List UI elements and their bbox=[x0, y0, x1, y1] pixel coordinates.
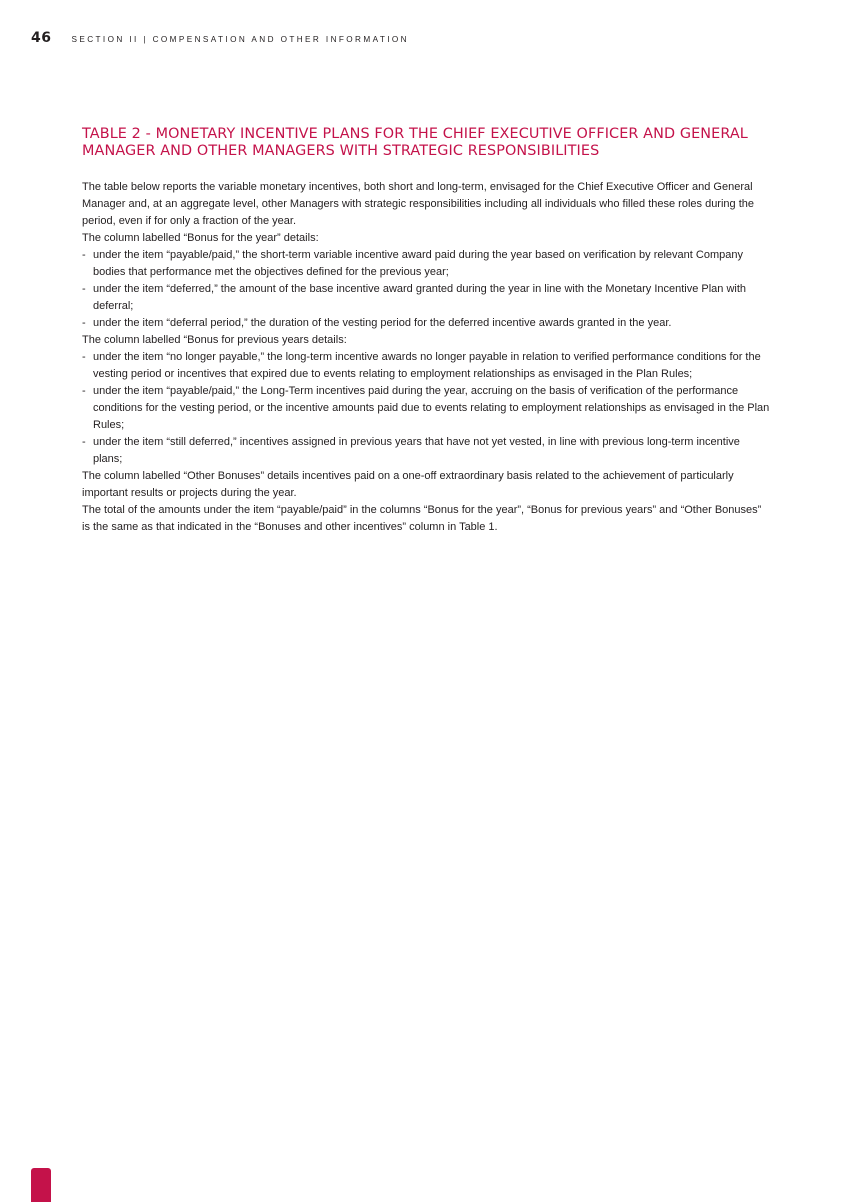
body-text bbox=[82, 179, 772, 536]
page-corner-tab bbox=[31, 1168, 51, 1202]
list-item: - under the item “deferral period,” the duration of the vesting period for the deferred incentive awards granted in the year. bbox=[82, 317, 672, 329]
list-item: - under the item “deferred,” the amount of the base incentive award granted during the year in line with the Monetary Incentive Plan with deferral; bbox=[82, 283, 747, 312]
main-content bbox=[82, 126, 772, 536]
list-item: - under the item “still deferred,” incentives assigned in previous years that have not yet vested, in line with previous long-term incentive plans; bbox=[82, 436, 740, 465]
table-title: TABLE 2 - MONETARY INCENTIVE PLANS FOR THE CHIEF EXECUTIVE OFFICER AND GENERAL MANAGER AND OTHER MANAGERS WITH STRATEGIC RESPONSIBILITIES bbox=[82, 126, 748, 159]
list-item: - under the item “payable/paid,” the short-term variable incentive award paid during the year based on verification by relevant Company bodies that performance met the objectives defined for the previous year; bbox=[82, 249, 743, 278]
bonus-previous-heading: The column labelled “Bonus for previous years details: bbox=[82, 334, 347, 346]
bonus-year-heading: The column labelled “Bonus for the year” details: bbox=[82, 232, 319, 244]
section-label: SECTION II | COMPENSATION AND OTHER INFORMATION bbox=[71, 35, 409, 44]
page-number: 46 bbox=[31, 30, 52, 46]
bonus-year-list bbox=[82, 247, 772, 332]
list-item: - under the item “payable/paid,” the Long-Term incentives paid during the year, accruing on the basis of verification of the performance conditions for the vesting period, or the incentive amounts paid due to events relating to employment relationships as envisaged in the Plan Rules; bbox=[82, 385, 770, 431]
page-header bbox=[31, 30, 409, 46]
other-bonuses-paragraph: The column labelled “Other Bonuses” details incentives paid on a one-off extraordinary basis related to the achievement of particularly important results or projects during the year. bbox=[82, 470, 734, 499]
total-note-paragraph: The total of the amounts under the item “payable/paid” in the columns “Bonus for the year”, “Bonus for previous years” and “Other Bonuses” is the same as that indicated in the “Bonuses and other incentives” column in Table 1. bbox=[82, 504, 762, 533]
bonus-previous-list bbox=[82, 349, 772, 468]
intro-paragraph: The table below reports the variable monetary incentives, both short and long-term, envisaged for the Chief Executive Officer and General Manager and, at an aggregate level, other Managers with strategic responsibilities including all individuals who filled these roles during the period, even if for only a fraction of the year. bbox=[82, 181, 754, 227]
list-item: - under the item “no longer payable,” the long-term incentive awards no longer payable in relation to verified performance conditions for the vesting period or incentives that expired due to events relating to employment relationships as envisaged in the Plan Rules; bbox=[82, 351, 761, 380]
